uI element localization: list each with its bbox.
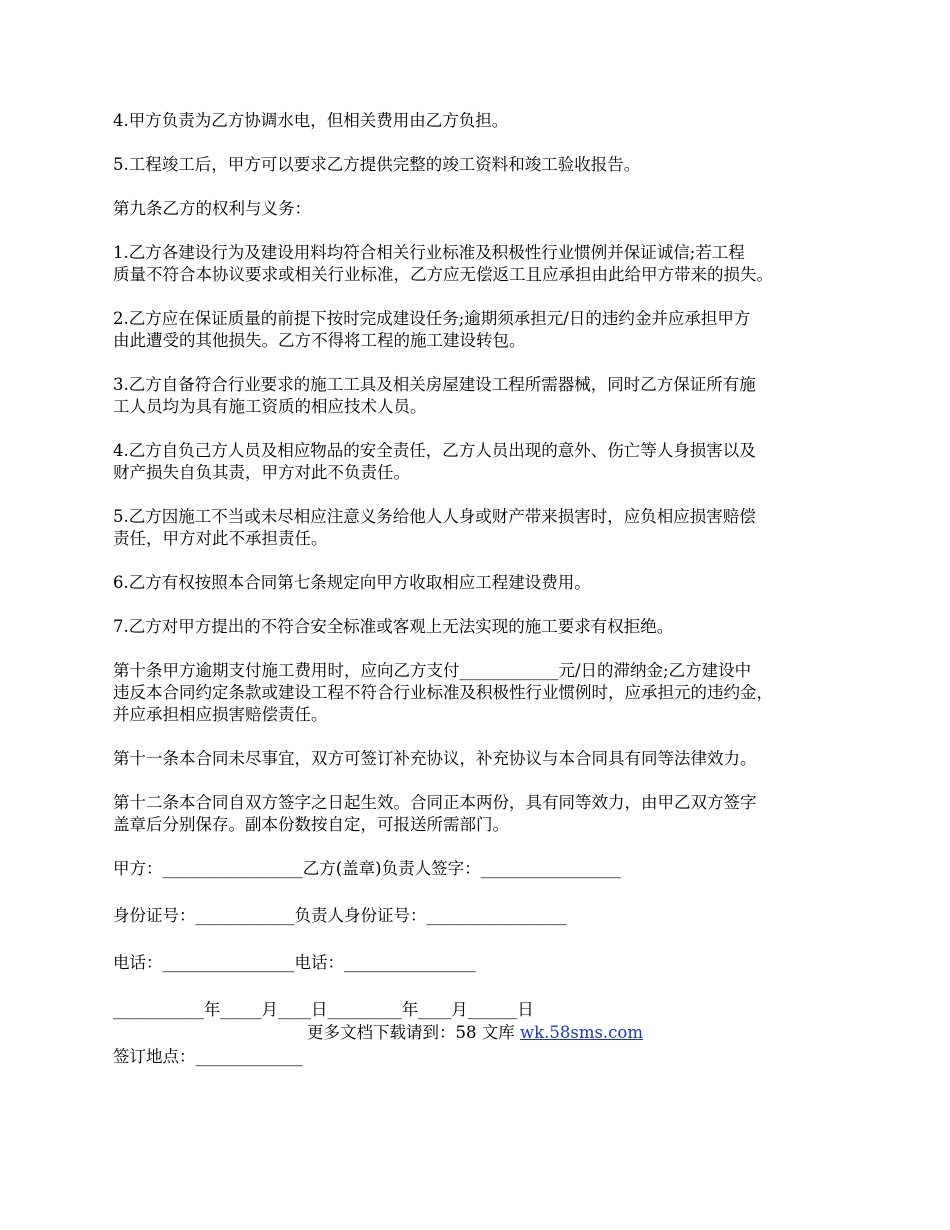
paragraph-line: 7.乙方对甲方提出的不符合安全标准或客观上无法实现的施工要求有权拒绝。 <box>113 617 674 636</box>
signature-line: 甲方：_________________乙方(盖章)负责人签字：_________________ <box>113 859 621 878</box>
clause-paragraph <box>113 572 853 594</box>
paragraph-line: 违反本合同约定条款或建设工程不符合行业标准及积极性行业惯例时，应承担元的违约金， <box>113 683 773 702</box>
clause-paragraph <box>113 110 853 132</box>
clause-paragraph <box>113 792 853 836</box>
paragraph-line: 并应承担相应损害赔偿责任。 <box>113 705 328 724</box>
signature-line: ___________年_____月____日_________年____月______日 <box>113 1000 534 1019</box>
document-body <box>113 110 853 1093</box>
clause-paragraph <box>113 616 853 638</box>
paragraph-line: 3.乙方自备符合行业要求的施工工具及相关房屋建设工程所需器械，同时乙方保证所有施 <box>113 375 756 394</box>
paragraph-line: 第十条甲方逾期支付施工费用时，应向乙方支付____________元/日的滞纳金;乙方建设中 <box>113 661 752 680</box>
clause-paragraph <box>113 154 853 176</box>
clause-paragraph <box>113 242 853 286</box>
paragraph-line: 1.乙方各建设行为及建设用料均符合相关行业标准及积极性行业惯例并保证诚信;若工程 <box>113 243 745 262</box>
paragraph-line: 质量不符合本协议要求或相关行业标准，乙方应无偿返工且应承担由此给甲方带来的损失。 <box>113 265 773 284</box>
paragraph-line: 责任，甲方对此不承担责任。 <box>113 529 328 548</box>
paragraph-line: 工人员均为具有施工资质的相应技术人员。 <box>113 397 427 416</box>
paragraph-line: 第十二条本合同自双方签字之日起生效。合同正本两份，具有同等效力，由甲乙双方签字 <box>113 793 757 812</box>
footer-link[interactable]: wk.58sms.com <box>519 1023 643 1042</box>
paragraph-line: 第十一条本合同未尽事宜，双方可签订补充协议，补充协议与本合同具有同等法律效力。 <box>113 749 757 768</box>
paragraph-line: 盖章后分别保存。副本份数按自定，可报送所需部门。 <box>113 815 509 834</box>
paragraph-line: 4.甲方负责为乙方协调水电，但相关费用由乙方负担。 <box>113 111 509 130</box>
paragraph-line: 5.工程竣工后，甲方可以要求乙方提供完整的竣工资料和竣工验收报告。 <box>113 155 641 174</box>
clause-paragraph <box>113 374 853 418</box>
footer-text: 更多文档下载请到：58 文库 <box>306 1023 520 1042</box>
clause-paragraph <box>113 440 853 484</box>
signature-line: 身份证号：____________负责人身份证号：_________________ <box>113 906 567 925</box>
paragraph-line: 6.乙方有权按照本合同第七条规定向甲方收取相应工程建设费用。 <box>113 573 591 592</box>
clause-list <box>113 110 853 836</box>
clause-paragraph <box>113 506 853 550</box>
footer <box>0 1022 950 1044</box>
paragraph-line: 4.乙方自负己方人员及相应物品的安全责任，乙方人员出现的意外、伤亡等人身损害以及 <box>113 441 756 460</box>
paragraph-line: 2.乙方应在保证质量的前提下按时完成建设任务;逾期须承担元/日的违约金并应承担甲方 <box>113 309 751 328</box>
paragraph-line: 第九条乙方的权利与义务： <box>113 199 311 218</box>
clause-paragraph <box>113 660 853 726</box>
paragraph-line: 5.乙方因施工不当或未尽相应注意义务给他人人身或财产带来损害时，应负相应损害赔偿 <box>113 507 756 526</box>
paragraph-line: 由此遭受的其他损失。乙方不得将工程的施工建设转包。 <box>113 331 526 350</box>
signature-line: 签订地点：_____________ <box>113 1047 303 1066</box>
signature-line: 电话：________________电话：________________ <box>113 953 476 972</box>
clause-paragraph <box>113 198 853 220</box>
paragraph-line: 财产损失自负其责，甲方对此不负责任。 <box>113 463 410 482</box>
clause-paragraph <box>113 308 853 352</box>
clause-paragraph <box>113 748 853 770</box>
